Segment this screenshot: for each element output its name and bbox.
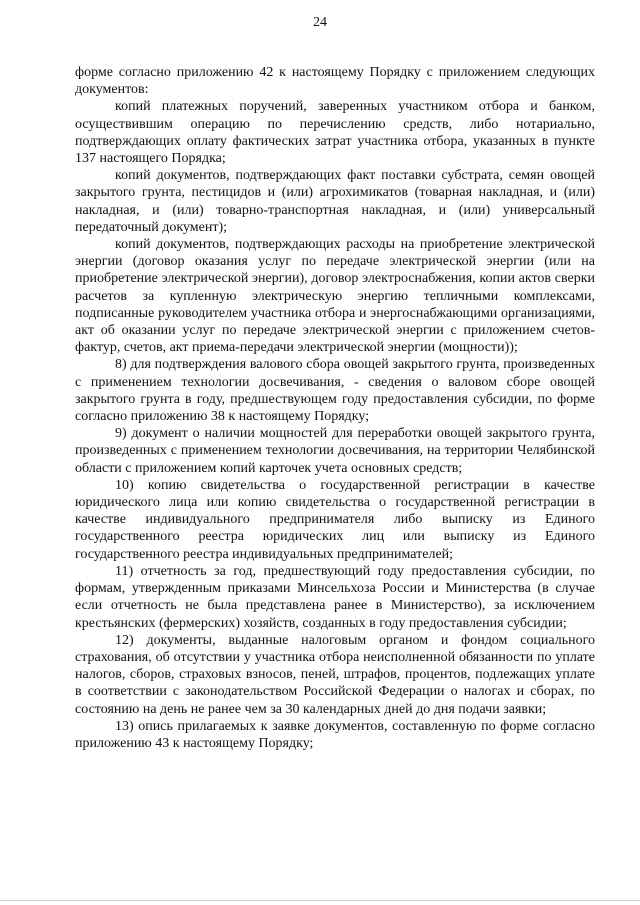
paragraph-substrate-supply: копий документов, подтверждающих факт поставки субстрата, семян овощей закрытого грунта, пестицидов и (или) агрохимикатов (товарная накладная, и (или) накладная, и (или) товарно-транспортная накладная, и (или) универсальный передаточный документ);: [75, 168, 595, 235]
paragraph-continuation: форме согласно приложению 42 к настоящему Порядку с приложением следующих документов:: [75, 65, 595, 98]
bottom-divider: [0, 900, 640, 901]
document-body: [75, 64, 595, 752]
paragraph-item-9: 9) документ о наличии мощностей для переработки овощей закрытого грунта, произведенных с применением технологии досвечивания, на территории Челябинской области с приложением копий карточек учета основных средств;: [75, 426, 595, 476]
paragraph-item-10: 10) копию свидетельства о государственной регистрации в качестве юридического лица или копию свидетельства о государственной регистрации в качестве индивидуального предпринимателя либо выписку из Единого государственного реестра юридических лиц или выписку из Единого государственного реестра индивидуальных предпринимателей;: [75, 477, 595, 562]
page-number: 24: [313, 15, 327, 30]
paragraph-item-8: 8) для подтверждения валового сбора овощей закрытого грунта, произведенных с применением технологии досвечивания, - сведения о валовом сборе овощей закрытого грунта в году, предшествующем году предоставления субсидии, по форме согласно приложению 38 к настоящему Порядку;: [75, 357, 595, 425]
paragraph-item-12: 12) документы, выданные налоговым органом и фондом социального страхования, об отсутствии у участника отбора неисполненной обязанности по уплате налогов, сборов, страховых взносов, пеней, штрафов, процентов, подлежащих уплате в соответствии с законодательством Российской Федерации о налогах и сборах, по состоянию на день не ранее чем за 30 календарных дней до дня подачи заявки;: [75, 632, 595, 717]
paragraph-item-11: 11) отчетность за год, предшествующий году предоставления субсидии, по формам, утвержденным приказами Минсельхоза России и Министерства (в случае если отчетность не была представлена ранее в Министерство), за исключением крестьянских (фермерских) хозяйств, созданных в году предоставления субсидии;: [75, 563, 595, 631]
paragraph-electric-energy: копий документов, подтверждающих расходы на приобретение электрической энергии (договор оказания услуг по передаче электрической энергии (или на приобретение электрической энергии), договор электроснабжения, копии актов сверки расчетов за купленную электрическую энергию тепличными комплексами, подписанные руководителем участника отбора и энергоснабжающими организациями, акт об оказании услуг по передаче электрической энергии с приложением счетов-фактур, счетов, акт приема-передачи электрической энергии (мощности));: [75, 237, 595, 356]
paragraph-item-13: 13) опись прилагаемых к заявке документов, составленную по форме согласно приложению 43 к настоящему Порядку;: [75, 718, 595, 751]
paragraph-payment-orders: копий платежных поручений, заверенных участником отбора и банком, осуществившим операцию по перечислению средств, либо нотариально, подтверждающих оплату фактических затрат участника отбора, указанных в пункте 137 настоящего Порядка;: [75, 99, 595, 167]
